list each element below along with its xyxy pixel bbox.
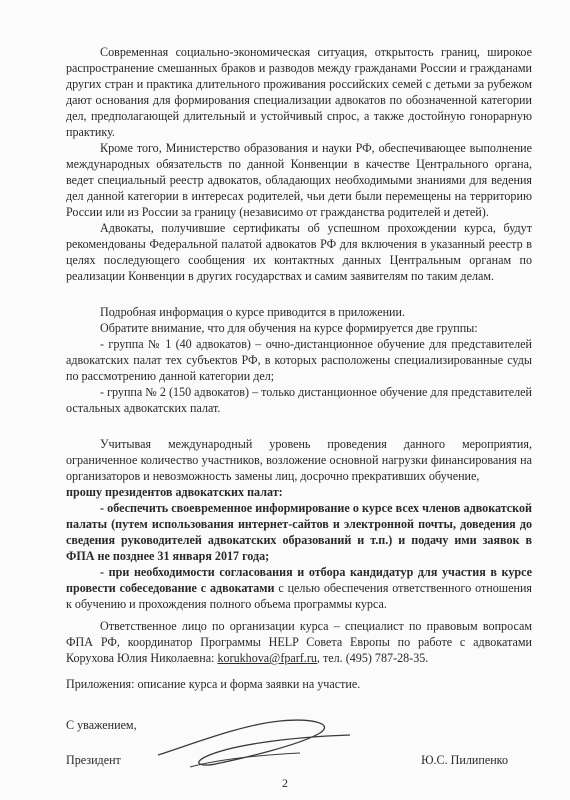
contact-text: Ответственное лицо по организации курса – специалист по правовым вопросам ФПА РФ, координатор Программы HELP Совета Европы по работе с адвокатами Корухова Юлия Николаевна: bbox=[66, 619, 532, 665]
interview-rest-text: с целью обеспечения ответственного отношения к обучению и прохождения полного объема программы курса. bbox=[66, 581, 532, 611]
paragraph-ministry: Кроме того, Министерство образования и науки РФ, обеспечивающее выполнение международных обязательств по данной Конвенции в качестве Центрального органа, ведет специальный реестр адвокатов, обладающих необходимыми знаниями для ведения дел данной категории в интересах родителей, чьи дети были перемещены на территорию России или из России за границу (независимо от гражданства родителей и детей). bbox=[66, 141, 532, 219]
paragraph-situation: Современная социально-экономическая ситуация, открытость границ, широкое распространение смешанных браков и разводов между гражданами России и гражданами других стран и практика длительного проживания российских семей с детьми за рубежом дают основания для формирования специализации адвокатов по обозначенной категории дел, предполагающей длительный и устойчивый спрос, а также достойную гонорарную практику. bbox=[66, 45, 532, 139]
interview-bold-text: - при необходимости согласования и отбора кандидатур для участия в курсе провести собеседование с адвокатами bbox=[66, 565, 532, 595]
list-item-group-2: - группа № 2 (150 адвокатов) – только дистанционное обучение для представителей остальных адвокатских палат. bbox=[66, 385, 532, 415]
closing-regards: С уважением, bbox=[66, 718, 137, 732]
signer-name: Ю.С. Пилипенко bbox=[421, 753, 508, 767]
paragraph-request: прошу президентов адвокатских палат: bbox=[66, 485, 283, 499]
page-number: 2 bbox=[282, 776, 288, 790]
list-item-inform: - обеспечить своевременное информирование о курсе всех членов адвокатской палаты (путем использования интернет-сайтов и электронной почты, доведения до сведения руководителей адвокатских образований и т.п.) и подачу ими заявок в ФПА не позднее 31 января 2017 года; bbox=[66, 501, 532, 563]
email-link[interactable]: korukhova@fparf.ru bbox=[217, 651, 317, 665]
paragraph-contact bbox=[66, 618, 532, 666]
signer-position: Президент bbox=[66, 753, 121, 767]
signature-image bbox=[150, 715, 360, 775]
paragraph-attachments: Приложения: описание курса и форма заявки на участие. bbox=[66, 677, 361, 691]
contact-phone: , тел. (495) 787-28-35. bbox=[316, 651, 429, 665]
paragraph-details: Подробная информация о курсе приводится в приложении. bbox=[100, 305, 406, 319]
paragraph-considering: Учитывая международный уровень проведения данного мероприятия, ограниченное количество участников, возложение основной нагрузки финансирования на организаторов и невозможность замены лиц, досрочно прекративших обучение, bbox=[66, 437, 532, 483]
paragraph-certificates: Адвокаты, получившие сертификаты об успешном прохождении курса, будут рекомендованы Федеральной палатой адвокатов РФ для включения в указанный реестр в целях последующего сообщения их контактных данных Центральным органам по реализации Конвенции в других государствах и самим заявителям по таким делам. bbox=[66, 221, 532, 283]
list-item-group-1: - группа № 1 (40 адвокатов) – очно-дистанционное обучение для представителей адвокатских палат тех субъектов РФ, в которых расположены специализированные суды по рассмотрению данной категории дел; bbox=[66, 337, 532, 383]
letter-body bbox=[66, 44, 532, 692]
list-item-interview bbox=[66, 564, 532, 612]
paragraph-groups-intro: Обратите внимание, что для обучения на курсе формируется две группы: bbox=[100, 321, 478, 335]
